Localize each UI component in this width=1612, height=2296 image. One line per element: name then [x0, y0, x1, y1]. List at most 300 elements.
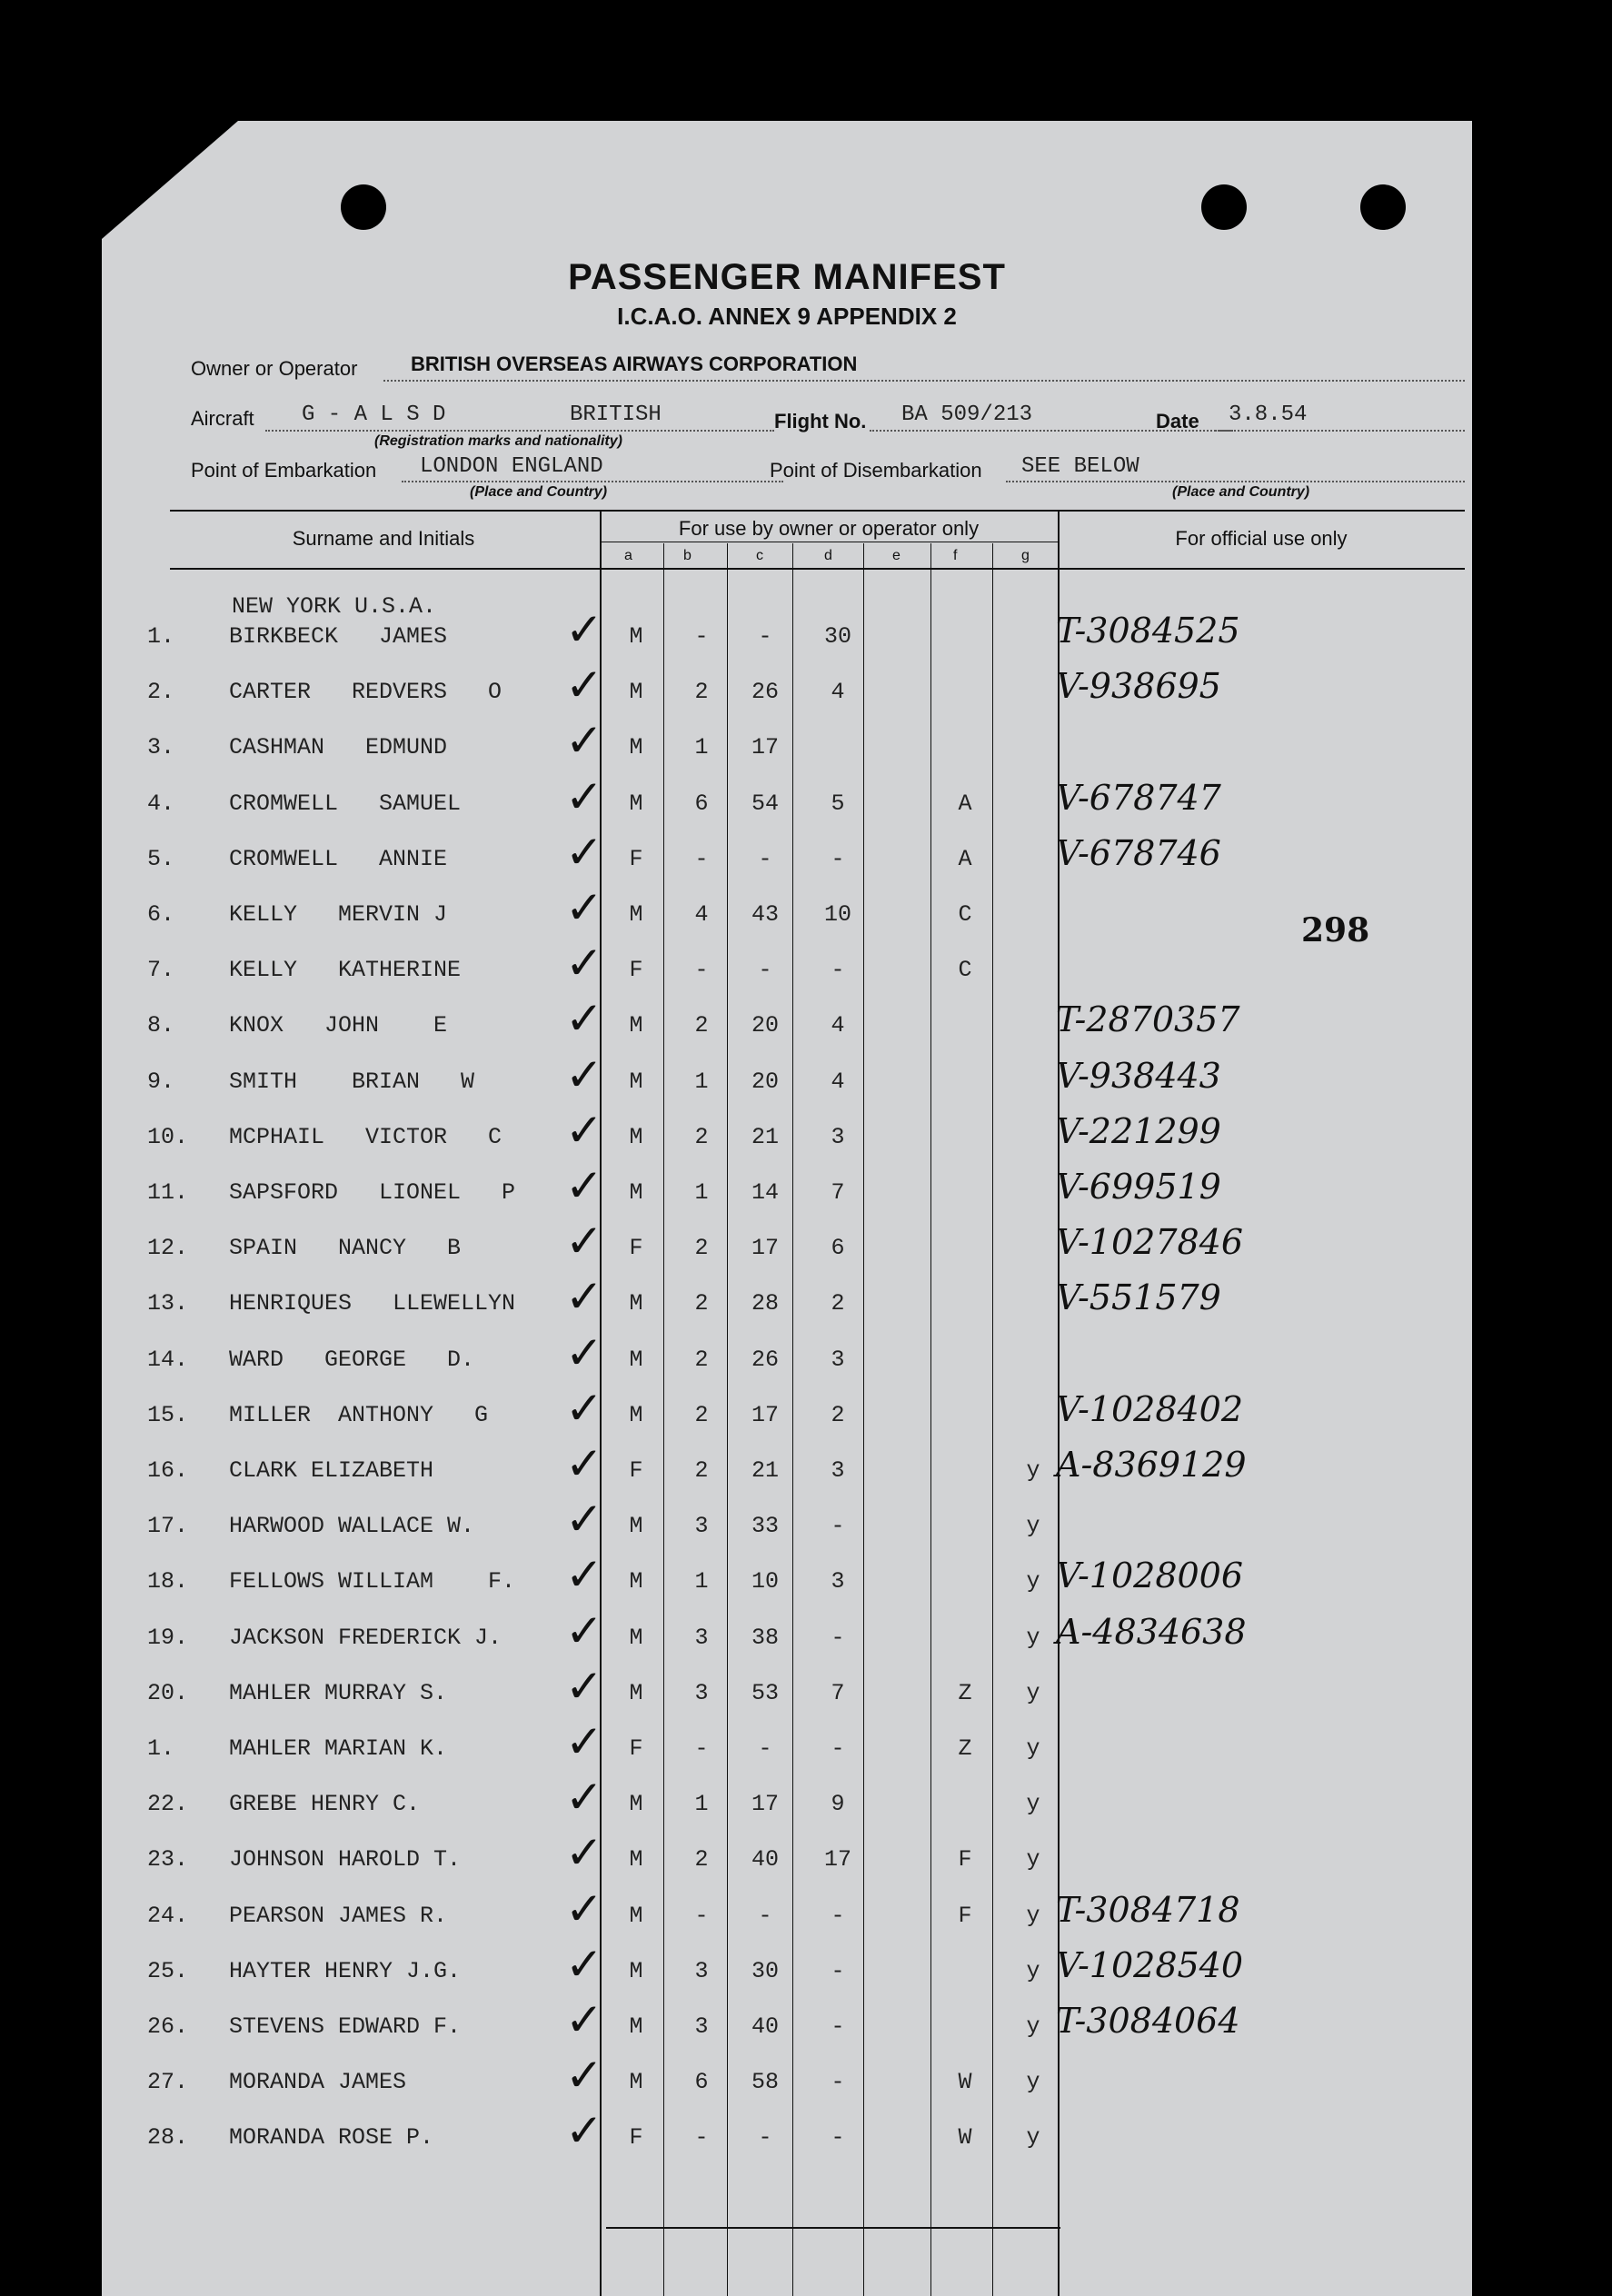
- col-c-cell: 28: [751, 1290, 779, 1317]
- table-row: [102, 1826, 1472, 1901]
- table-row: [102, 825, 1472, 900]
- col-b-cell: 2: [694, 1012, 709, 1039]
- punch-hole-left: [341, 184, 386, 230]
- row-number: 22.: [147, 1791, 189, 1818]
- col-b-cell: -: [694, 957, 709, 984]
- col-d-cell: -: [831, 957, 845, 984]
- owner-value: BRITISH OVERSEAS AIRWAYS CORPORATION: [411, 353, 858, 375]
- row-number: 25.: [147, 1957, 189, 1984]
- check-mark-icon: ✓: [565, 603, 603, 656]
- table-row: [102, 1659, 1472, 1734]
- aircraft-dotted-line: [265, 430, 774, 432]
- col-d-cell: 2: [831, 1401, 845, 1428]
- disembark-label: Point of Disembarkation: [770, 459, 982, 482]
- check-mark-icon: ✓: [565, 1381, 603, 1435]
- col-b-cell: 6: [694, 790, 709, 817]
- col-letter-a: a: [624, 548, 632, 563]
- row-number: 5.: [147, 845, 175, 872]
- official-note: T-3084718: [1056, 1889, 1240, 1930]
- official-note: V-1028006: [1056, 1556, 1244, 1596]
- check-mark-icon: ✓: [565, 1604, 603, 1657]
- check-mark-icon: ✓: [565, 1493, 603, 1546]
- col-c-cell: 17: [751, 1401, 779, 1428]
- col-c-cell: -: [758, 623, 772, 650]
- passenger-name: HAYTER HENRY J.G.: [229, 1957, 462, 1984]
- col-c-cell: 54: [751, 790, 779, 817]
- col-b-cell: 2: [694, 1346, 709, 1373]
- check-mark-icon: ✓: [565, 1715, 603, 1768]
- owner-dotted-line: [383, 380, 1465, 382]
- row-number: 3.: [147, 734, 175, 761]
- col-g-cell: y: [1026, 2124, 1040, 2152]
- col-b-cell: 1: [694, 1179, 709, 1206]
- col-b-cell: 1: [694, 1568, 709, 1595]
- sex-cell: F: [629, 957, 643, 984]
- col-g-cell: y: [1026, 2013, 1040, 2040]
- table-row: [102, 1882, 1472, 1957]
- passenger-name: MORANDA JAMES: [229, 2069, 407, 2096]
- manifest-sheet: [102, 121, 1472, 2296]
- table-row: [102, 1993, 1472, 2068]
- table-row: [102, 1326, 1472, 1401]
- col-c-cell: 21: [751, 1123, 779, 1150]
- col-letter-e: e: [892, 548, 901, 563]
- col-c-cell: -: [758, 1735, 772, 1762]
- official-note: V-699519: [1056, 1167, 1221, 1207]
- col-d-cell: -: [831, 1957, 845, 1984]
- row-number: 7.: [147, 957, 175, 984]
- sex-cell: F: [629, 845, 643, 872]
- col-d-cell: 4: [831, 679, 845, 706]
- sex-cell: M: [629, 1346, 643, 1373]
- col-c-cell: 14: [751, 1179, 779, 1206]
- sex-cell: M: [629, 1957, 643, 1984]
- table-row: [102, 937, 1472, 1011]
- sex-cell: M: [629, 2069, 643, 2096]
- col-d-cell: 6: [831, 1235, 845, 1262]
- col-f-cell: A: [958, 790, 972, 817]
- official-note: V-938443: [1056, 1055, 1221, 1096]
- official-note: V-1027846: [1056, 1222, 1244, 1263]
- sex-cell: M: [629, 1401, 643, 1428]
- row-number: 14.: [147, 1346, 189, 1373]
- col-letter-b: b: [683, 548, 692, 563]
- passenger-name: HARWOOD WALLACE W.: [229, 1513, 475, 1540]
- check-mark-icon: ✓: [565, 1159, 603, 1212]
- sex-cell: M: [629, 1846, 643, 1874]
- col-letter-d: d: [824, 548, 832, 563]
- col-d-cell: -: [831, 1624, 845, 1651]
- check-mark-icon: ✓: [565, 881, 603, 934]
- col-d-cell: 3: [831, 1346, 845, 1373]
- col-b-cell: 3: [694, 1957, 709, 1984]
- row-number: 6.: [147, 901, 175, 928]
- passenger-name: HENRIQUES LLEWELLYN: [229, 1290, 516, 1317]
- check-mark-icon: ✓: [565, 714, 603, 768]
- row-number: 11.: [147, 1179, 189, 1206]
- col-letter-g: g: [1021, 548, 1030, 563]
- check-mark-icon: ✓: [565, 1326, 603, 1379]
- col-c-cell: 40: [751, 1846, 779, 1874]
- col-g-cell: y: [1026, 1735, 1040, 1762]
- embark-dotted-line: [402, 481, 783, 482]
- passenger-name: CLARK ELIZABETH: [229, 1457, 434, 1484]
- table-row: [102, 2049, 1472, 2123]
- disembark-dotted-line: [1006, 481, 1465, 482]
- col-c-cell: 10: [751, 1568, 779, 1595]
- check-mark-icon: ✓: [565, 1270, 603, 1324]
- row-number: 12.: [147, 1235, 189, 1262]
- embark-label: Point of Embarkation: [191, 459, 377, 482]
- embark-note: (Place and Country): [470, 484, 608, 500]
- col-d-cell: 9: [831, 1791, 845, 1818]
- passenger-name: KNOX JOHN E: [229, 1012, 448, 1039]
- col-letter-f: f: [953, 548, 958, 563]
- passenger-name: CROMWELL ANNIE: [229, 845, 448, 872]
- table-row: [102, 1937, 1472, 2013]
- aircraft-label: Aircraft: [191, 407, 254, 430]
- col-b-cell: 2: [694, 1846, 709, 1874]
- sex-cell: M: [629, 1791, 643, 1818]
- passenger-name: STEVENS EDWARD F.: [229, 2013, 462, 2040]
- sex-cell: F: [629, 1735, 643, 1762]
- table-top-rule: [170, 510, 1465, 512]
- col-surname-header: Surname and Initials: [292, 527, 475, 550]
- sex-cell: F: [629, 1457, 643, 1484]
- col-letter-c: c: [756, 548, 763, 563]
- col-d-cell: -: [831, 2124, 845, 2152]
- passenger-name: CROMWELL SAMUEL: [229, 790, 462, 817]
- passenger-name: CARTER REDVERS O: [229, 679, 503, 706]
- check-mark-icon: ✓: [565, 770, 603, 823]
- table-row: [102, 1103, 1472, 1178]
- passenger-name: SMITH BRIAN W: [229, 1068, 475, 1095]
- col-g-cell: y: [1026, 1902, 1040, 1929]
- col-d-cell: 3: [831, 1457, 845, 1484]
- check-mark-icon: ✓: [565, 659, 603, 712]
- passenger-name: GREBE HENRY C.: [229, 1791, 421, 1818]
- check-mark-icon: ✓: [565, 2104, 603, 2158]
- check-mark-icon: ✓: [565, 1048, 603, 1101]
- col-f-cell: C: [958, 901, 972, 928]
- col-b-cell: 2: [694, 1457, 709, 1484]
- passenger-name: MORANDA ROSE P.: [229, 2124, 434, 2152]
- row-number: 20.: [147, 1679, 189, 1706]
- sex-cell: M: [629, 623, 643, 650]
- col-c-cell: 20: [751, 1012, 779, 1039]
- row-number: 9.: [147, 1068, 175, 1095]
- row-number: 24.: [147, 1902, 189, 1929]
- col-d-cell: -: [831, 2013, 845, 2040]
- sex-cell: M: [629, 2013, 643, 2040]
- row-number: 16.: [147, 1457, 189, 1484]
- col-f-cell: W: [958, 2069, 972, 2096]
- check-mark-icon: ✓: [565, 1826, 603, 1880]
- col-g-cell: y: [1026, 2069, 1040, 2096]
- torn-corner: [102, 121, 238, 239]
- col-c-cell: 26: [751, 1346, 779, 1373]
- row-number: 10.: [147, 1123, 189, 1150]
- official-note: V-221299: [1056, 1110, 1221, 1151]
- sex-cell: F: [629, 1235, 643, 1262]
- col-f-cell: W: [958, 2124, 972, 2152]
- col-g-cell: y: [1026, 1791, 1040, 1818]
- col-d-cell: 4: [831, 1068, 845, 1095]
- row-number: 15.: [147, 1401, 189, 1428]
- sex-cell: M: [629, 1179, 643, 1206]
- passenger-name: PEARSON JAMES R.: [229, 1902, 448, 1929]
- sex-cell: M: [629, 1123, 643, 1150]
- col-owner-header: For use by owner or operator only: [678, 517, 980, 540]
- sex-cell: M: [629, 1624, 643, 1651]
- col-c-cell: -: [758, 1902, 772, 1929]
- col-d-cell: 3: [831, 1568, 845, 1595]
- col-d-cell: 2: [831, 1290, 845, 1317]
- check-mark-icon: ✓: [565, 1937, 603, 1991]
- check-mark-icon: ✓: [565, 1993, 603, 2046]
- sex-cell: M: [629, 1568, 643, 1595]
- check-mark-icon: ✓: [565, 1882, 603, 1935]
- sex-cell: M: [629, 1068, 643, 1095]
- official-note: A-4834638: [1056, 1611, 1247, 1652]
- row-number: 1.: [147, 1735, 175, 1762]
- table-bottom-rule: [606, 2227, 1060, 2229]
- passenger-name: FELLOWS WILLIAM F.: [229, 1568, 516, 1595]
- col-g-cell: y: [1026, 1957, 1040, 1984]
- aircraft-value: G - A L S D: [302, 403, 446, 427]
- section-destination: NEW YORK U.S.A.: [232, 593, 437, 620]
- nationality-value: BRITISH: [570, 403, 662, 427]
- check-mark-icon: ✓: [565, 1771, 603, 1824]
- passenger-name: JOHNSON HAROLD T.: [229, 1846, 462, 1874]
- col-c-cell: 17: [751, 734, 779, 761]
- table-row: [102, 1437, 1472, 1512]
- registration-note: (Registration marks and nationality): [374, 433, 622, 449]
- passenger-name: MCPHAIL VICTOR C: [229, 1123, 503, 1150]
- col-d-cell: -: [831, 845, 845, 872]
- col-b-cell: 4: [694, 901, 709, 928]
- col-d-cell: 3: [831, 1123, 845, 1150]
- passenger-name: KELLY KATHERINE: [229, 957, 462, 984]
- row-number: 4.: [147, 790, 175, 817]
- col-official-header: For official use only: [1175, 527, 1348, 550]
- col-b-cell: -: [694, 845, 709, 872]
- col-b-cell: -: [694, 2124, 709, 2152]
- col-b-cell: 3: [694, 1679, 709, 1706]
- col-d-cell: 30: [823, 623, 851, 650]
- col-d-cell: 10: [823, 901, 851, 928]
- col-d-cell: 4: [831, 1012, 845, 1039]
- punch-hole-center: [1201, 184, 1247, 230]
- check-mark-icon: ✓: [565, 1103, 603, 1157]
- official-note: V-938695: [1056, 666, 1221, 707]
- col-b-cell: 1: [694, 1791, 709, 1818]
- passenger-name: WARD GEORGE D.: [229, 1346, 475, 1373]
- row-number: 2.: [147, 679, 175, 706]
- row-number: 26.: [147, 2013, 189, 2040]
- col-f-cell: C: [958, 957, 972, 984]
- row-number: 17.: [147, 1513, 189, 1540]
- official-note: V-678746: [1056, 832, 1221, 873]
- col-b-cell: -: [694, 1902, 709, 1929]
- sex-cell: M: [629, 790, 643, 817]
- row-number: 8.: [147, 1012, 175, 1039]
- official-note: V-551579: [1056, 1277, 1221, 1318]
- check-mark-icon: ✓: [565, 1659, 603, 1713]
- passenger-name: BIRKBECK JAMES: [229, 623, 448, 650]
- manifest-subtitle: I.C.A.O. ANNEX 9 APPENDIX 2: [617, 303, 957, 330]
- date-value: 3.8.54: [1229, 403, 1308, 427]
- col-c-cell: 30: [751, 1957, 779, 1984]
- official-note: V-1028540: [1056, 1944, 1244, 1985]
- row-number: 18.: [147, 1568, 189, 1595]
- col-b-cell: -: [694, 623, 709, 650]
- col-b-cell: 6: [694, 2069, 709, 2096]
- row-number: 1.: [147, 623, 175, 650]
- col-g-cell: y: [1026, 1457, 1040, 1484]
- col-c-cell: 17: [751, 1235, 779, 1262]
- table-row: [102, 1215, 1472, 1289]
- col-b-cell: 3: [694, 1513, 709, 1540]
- sex-cell: M: [629, 1513, 643, 1540]
- disembark-note: (Place and Country): [1172, 484, 1310, 500]
- col-g-cell: y: [1026, 1679, 1040, 1706]
- table-row: [102, 1493, 1472, 1567]
- check-mark-icon: ✓: [565, 1437, 603, 1490]
- col-b-cell: 1: [694, 734, 709, 761]
- col-c-cell: 43: [751, 901, 779, 928]
- col-d-cell: 7: [831, 1179, 845, 1206]
- col-c-cell: 38: [751, 1624, 779, 1651]
- passenger-name: KELLY MERVIN J: [229, 901, 448, 928]
- col-c-cell: 58: [751, 2069, 779, 2096]
- col-c-cell: 40: [751, 2013, 779, 2040]
- passenger-name: MILLER ANTHONY G: [229, 1401, 489, 1428]
- embark-value: LONDON ENGLAND: [420, 454, 603, 479]
- col-b-cell: 2: [694, 1401, 709, 1428]
- table-row: [102, 1604, 1472, 1679]
- row-number: 27.: [147, 2069, 189, 2096]
- table-row: [102, 1715, 1472, 1790]
- table-row: [102, 714, 1472, 789]
- table-row: [102, 1270, 1472, 1345]
- sex-cell: M: [629, 1679, 643, 1706]
- row-number: 19.: [147, 1624, 189, 1651]
- table-row: [102, 659, 1472, 733]
- manifest-title: PASSENGER MANIFEST: [568, 257, 1006, 297]
- col-d-cell: 7: [831, 1679, 845, 1706]
- owner-label: Owner or Operator: [191, 357, 358, 380]
- col-d-cell: -: [831, 1513, 845, 1540]
- official-note: V-678747: [1056, 777, 1221, 818]
- check-mark-icon: ✓: [565, 1548, 603, 1602]
- passenger-name: MAHLER MARIAN K.: [229, 1735, 448, 1762]
- col-d-cell: -: [831, 1902, 845, 1929]
- official-note: T-3084525: [1056, 611, 1240, 651]
- col-g-cell: y: [1026, 1846, 1040, 1874]
- table-row: [102, 1159, 1472, 1234]
- check-mark-icon: ✓: [565, 992, 603, 1046]
- sex-cell: M: [629, 1012, 643, 1039]
- table-row: [102, 992, 1472, 1067]
- check-mark-icon: ✓: [565, 1215, 603, 1268]
- passenger-name: MAHLER MURRAY S.: [229, 1679, 448, 1706]
- table-row: [102, 1548, 1472, 1623]
- flight-value: BA 509/213: [901, 403, 1033, 427]
- col-f-cell: A: [958, 845, 972, 872]
- col-b-cell: 3: [694, 1624, 709, 1651]
- col-b-cell: 3: [694, 2013, 709, 2040]
- passenger-name: JACKSON FREDERICK J.: [229, 1624, 503, 1651]
- official-note: V-1028402: [1056, 1388, 1244, 1429]
- official-note: T-2870357: [1056, 999, 1240, 1040]
- date-label: Date: [1156, 410, 1199, 432]
- col-c-cell: 17: [751, 1791, 779, 1818]
- table-row: [102, 1771, 1472, 1845]
- sex-cell: M: [629, 679, 643, 706]
- table-row: [102, 1381, 1472, 1456]
- punch-hole-right: [1360, 184, 1406, 230]
- col-c-cell: 26: [751, 679, 779, 706]
- passenger-name: SAPSFORD LIONEL P: [229, 1179, 516, 1206]
- official-note: A-8369129: [1056, 1445, 1247, 1485]
- check-mark-icon: ✓: [565, 937, 603, 990]
- table-header-rule: [170, 568, 1465, 570]
- col-c-cell: 20: [751, 1068, 779, 1095]
- col-f-cell: Z: [958, 1679, 972, 1706]
- table-row: [102, 2104, 1472, 2179]
- col-c-cell: 53: [751, 1679, 779, 1706]
- disembark-value: SEE BELOW: [1021, 454, 1139, 479]
- col-d-cell: 17: [823, 1846, 851, 1874]
- col-c-cell: 21: [751, 1457, 779, 1484]
- table-row: [102, 770, 1472, 845]
- col-f-cell: F: [958, 1902, 972, 1929]
- col-g-cell: y: [1026, 1513, 1040, 1540]
- col-b-cell: 2: [694, 1235, 709, 1262]
- col-g-cell: y: [1026, 1624, 1040, 1651]
- table-row: [102, 881, 1472, 956]
- official-note: T-3084064: [1056, 2001, 1240, 2041]
- row-number: 13.: [147, 1290, 189, 1317]
- sex-cell: M: [629, 1290, 643, 1317]
- row-number: 28.: [147, 2124, 189, 2152]
- col-c-cell: -: [758, 2124, 772, 2152]
- table-row: [102, 1048, 1472, 1123]
- page-number: 298: [1301, 911, 1370, 949]
- col-b-cell: 2: [694, 1290, 709, 1317]
- row-number: 23.: [147, 1846, 189, 1874]
- col-c-cell: -: [758, 957, 772, 984]
- col-c-cell: -: [758, 845, 772, 872]
- col-b-cell: 2: [694, 1123, 709, 1150]
- col-c-cell: 33: [751, 1513, 779, 1540]
- col-d-cell: -: [831, 1735, 845, 1762]
- col-f-cell: Z: [958, 1735, 972, 1762]
- sex-cell: M: [629, 734, 643, 761]
- col-b-cell: 1: [694, 1068, 709, 1095]
- col-d-cell: -: [831, 2069, 845, 2096]
- passenger-name: CASHMAN EDMUND: [229, 734, 448, 761]
- sex-cell: M: [629, 901, 643, 928]
- col-b-cell: -: [694, 1735, 709, 1762]
- date-dotted-line: [1215, 430, 1465, 432]
- col-g-cell: y: [1026, 1568, 1040, 1595]
- col-d-cell: 5: [831, 790, 845, 817]
- sex-cell: F: [629, 2124, 643, 2152]
- col-f-cell: F: [958, 1846, 972, 1874]
- col-b-cell: 2: [694, 679, 709, 706]
